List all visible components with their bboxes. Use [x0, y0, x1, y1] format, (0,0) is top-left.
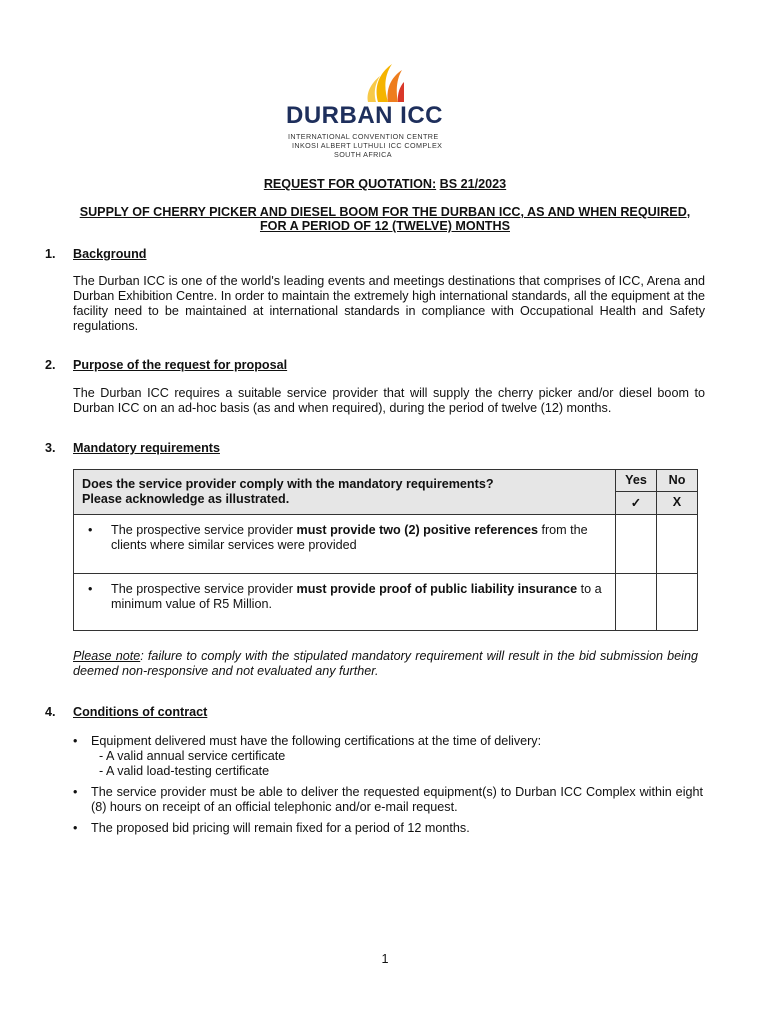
- bullet-icon: •: [73, 734, 78, 748]
- logo-swoosh-icon: [344, 62, 404, 104]
- rfq-subtitle-line-1: SUPPLY OF CHERRY PICKER AND DIESEL BOOM FOR THE DURBAN ICC, AS AND WHEN REQUIRED,: [79, 205, 691, 219]
- table-question-line-2: Please acknowledge as illustrated.: [82, 492, 290, 506]
- yes-column-header: Yes: [616, 470, 657, 492]
- list-item: [73, 734, 703, 779]
- requirement-1-text: The prospective service provider: [111, 523, 297, 537]
- list-item: [73, 785, 703, 815]
- bullet-icon: •: [88, 523, 93, 537]
- cross-icon: X: [657, 491, 698, 514]
- logo-line-3: SOUTH AFRICA: [334, 150, 392, 159]
- requirement-2-yes-cell[interactable]: [616, 574, 657, 631]
- section-1-text: The Durban ICC is one of the world's leading events and meetings destinations that comprises of ICC, Arena and Durban Exhibition Centre. In order to maintain the extremely high international standards, all the equipment at the facility need to be maintained at international standards in compliance with Occupational Health and Safety regulations.: [73, 274, 705, 333]
- table-question-line-1: Does the service provider comply with the mandatory requirements?: [82, 477, 494, 491]
- requirement-1-no-cell[interactable]: [657, 515, 698, 574]
- page-number: 1: [381, 952, 389, 966]
- note-text: : failure to comply with the stipulated mandatory requirement will result in the bid submission being deemed non-responsive and not evaluated any further.: [73, 649, 698, 678]
- condition-1-text: Equipment delivered must have the following certifications at the time of delivery:: [91, 734, 542, 748]
- requirement-1-bold: must provide two (2) positive references: [296, 523, 538, 537]
- bullet-icon: •: [88, 582, 93, 596]
- condition-3-text: The proposed bid pricing will remain fixed for a period of 12 months.: [91, 821, 470, 835]
- requirement-2-no-cell[interactable]: [657, 574, 698, 631]
- list-item: [73, 821, 703, 836]
- checkmark-icon: ✓: [616, 491, 657, 514]
- mandatory-note: [73, 649, 698, 679]
- requirement-2-tail: to a minimum value of R5 Million.: [111, 582, 602, 611]
- section-1-number: 1.: [45, 247, 56, 261]
- section-2-number: 2.: [45, 358, 56, 372]
- requirement-2: [74, 574, 616, 631]
- conditions-list: [73, 734, 703, 836]
- section-2-heading: Purpose of the request for proposal: [73, 358, 288, 372]
- requirement-2-text: The prospective service provider: [111, 582, 297, 596]
- logo-name: DURBAN ICC: [286, 102, 443, 129]
- section-3-heading: Mandatory requirements: [73, 441, 220, 455]
- mandatory-requirements-table: [73, 469, 698, 631]
- rfq-reference: BS 21/2023: [439, 177, 507, 191]
- condition-1-sub-1: - A valid annual service certificate: [99, 749, 286, 763]
- condition-2-text: The service provider must be able to deliver the requested equipment(s) to Durban ICC Complex within eight (8) hours on receipt of an official telephonic and/or e-mail request.: [91, 785, 703, 814]
- section-4-number: 4.: [45, 705, 56, 719]
- rfq-title-prefix: REQUEST FOR QUOTATION:: [263, 177, 437, 191]
- no-column-header: No: [657, 470, 698, 492]
- requirement-1-yes-cell[interactable]: [616, 515, 657, 574]
- section-1-heading: Background: [73, 247, 147, 261]
- section-2-text: The Durban ICC requires a suitable service provider that will supply the cherry picker and/or diesel boom to Durban ICC on an ad-hoc basis (as and when required), during the period of twelve (12) months.: [73, 386, 705, 415]
- condition-1-sub-2: - A valid load-testing certificate: [99, 764, 270, 778]
- bullet-icon: •: [73, 821, 78, 835]
- durban-icc-logo: [282, 62, 442, 162]
- logo-line-2: INKOSI ALBERT LUTHULI ICC COMPLEX: [292, 141, 443, 150]
- rfq-subtitle-line-2: FOR A PERIOD OF 12 (TWELVE) MONTHS: [259, 219, 510, 233]
- table-question-cell: [74, 470, 616, 515]
- requirement-1: [74, 515, 616, 574]
- note-label: Please note: [73, 649, 141, 663]
- rfq-title: [40, 177, 730, 191]
- table-row: [74, 574, 698, 631]
- bullet-icon: •: [73, 785, 78, 799]
- section-4-heading: Conditions of contract: [73, 705, 208, 719]
- requirement-2-bold: must provide proof of public liability insurance: [296, 582, 578, 596]
- table-row: [74, 515, 698, 574]
- section-3-number: 3.: [45, 441, 56, 455]
- requirement-1-tail: from the clients where similar services were provided: [111, 523, 588, 552]
- logo-line-1: INTERNATIONAL CONVENTION CENTRE: [288, 132, 439, 141]
